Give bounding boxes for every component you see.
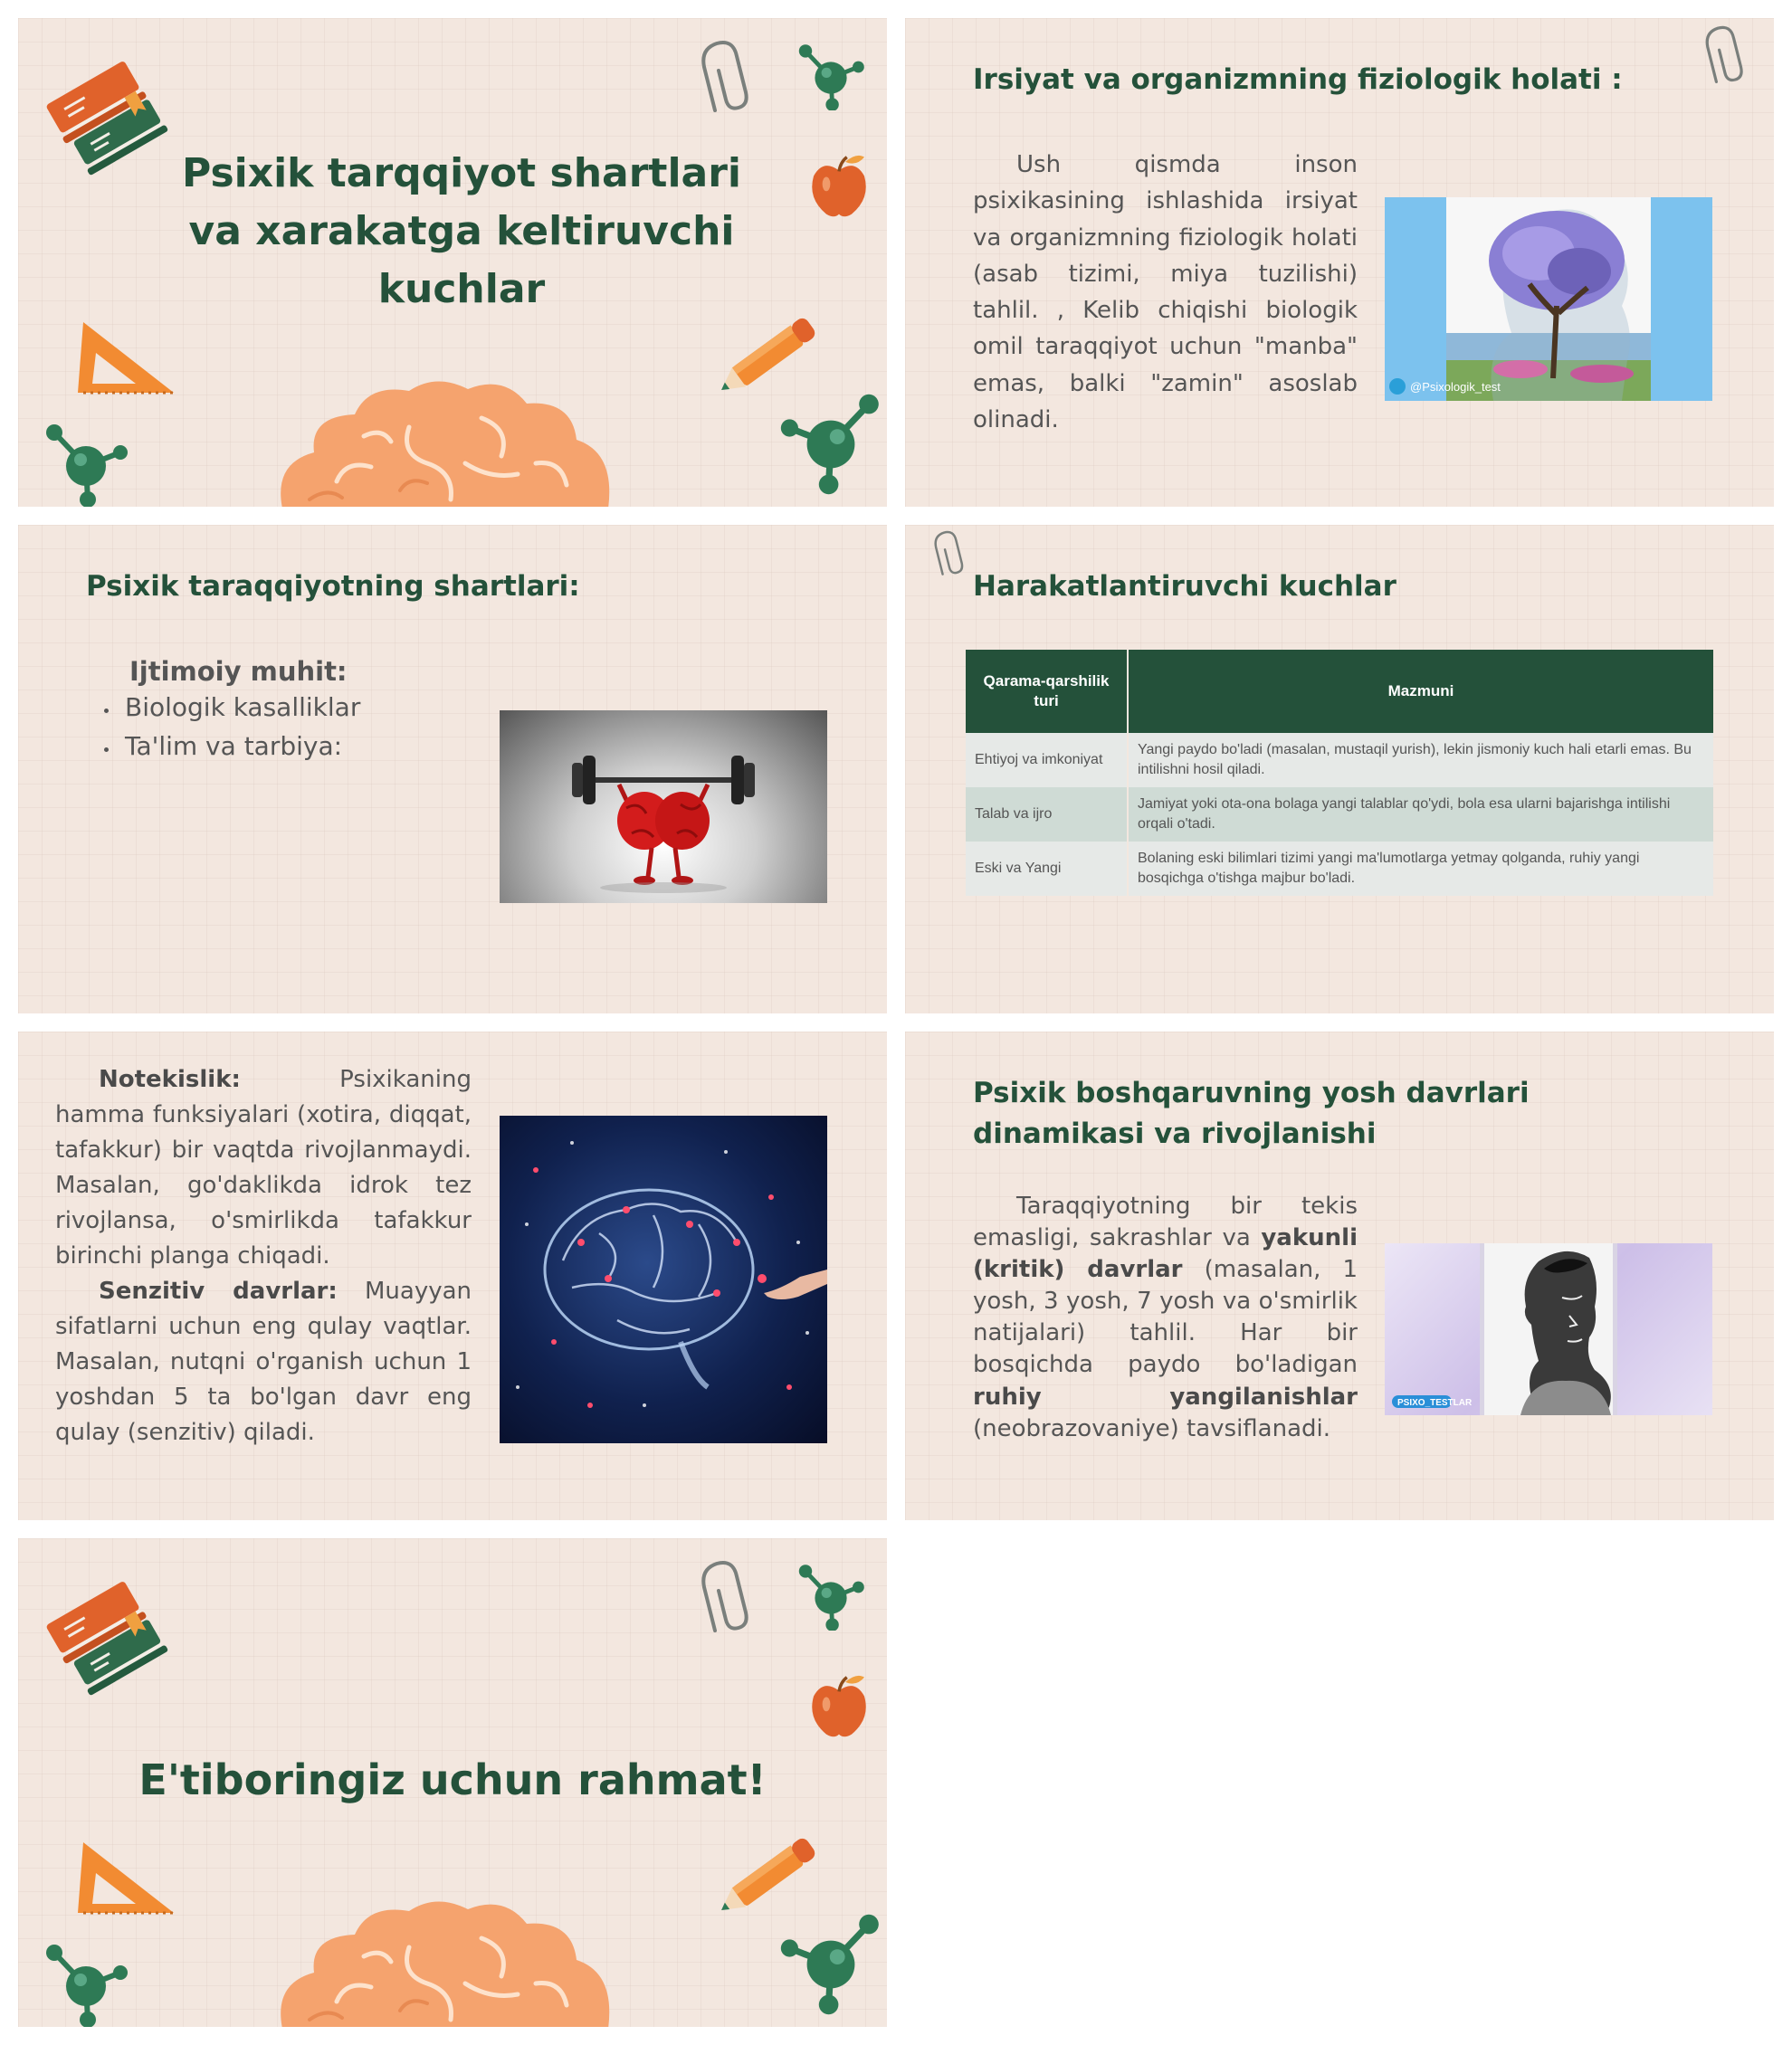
- molecule-icon: [777, 380, 885, 498]
- books-icon: [43, 42, 170, 186]
- paperclip-icon: [927, 525, 972, 581]
- slide-conditions: [18, 525, 887, 1013]
- slide-title: [18, 18, 887, 507]
- dynamics-paragraph: Taraqqiyotning bir tekis emasligi, sakrashlar va yakunli (kritik) davrlar (masalan, 1 yosh, 3 yosh, 7 yosh va o'smirlik natijalari) tahlil. Har bir bosqichda paydo bo'ladigan ruhiy yangilanishlar (neobrazovaniye) tavsiflanadi.: [973, 1193, 1358, 1442]
- table-cell: Ehtiyoj va imkoniyat: [966, 733, 1128, 787]
- apple-icon: [807, 1670, 871, 1743]
- slide-heading: Irsiyat va organizmning fiziologik holati :: [973, 63, 1623, 96]
- list-item: • Biologik kasalliklar: [119, 688, 360, 727]
- table-header: Mazmuni: [1128, 650, 1713, 733]
- slide-heading: Psixik taraqqiyotning shartlari:: [86, 570, 580, 603]
- slide-forces: [905, 525, 1774, 1013]
- brain-illustration: [273, 373, 617, 507]
- slide-heading: Psixik boshqaruvning yosh davrlari dinamikasi va rivojlanishi: [973, 1077, 1530, 1150]
- table-cell: Yangi paydo bo'ladi (masalan, mustaqil yurish), lekin jismoniy kuch hali etarli emas. Bu intilishni hosil qiladi.: [1128, 733, 1713, 787]
- term-label: Notekislik:: [99, 1066, 241, 1093]
- table-header: Qarama-qarshilik turi: [966, 650, 1128, 733]
- digital-brain-image: [500, 1116, 827, 1443]
- paperclip-icon: [1700, 18, 1750, 90]
- molecule-icon: [795, 38, 867, 110]
- slide-heading: Harakatlantiruvchi kuchlar: [973, 570, 1396, 603]
- table-cell: Eski va Yangi: [966, 842, 1128, 896]
- table-cell: Jamiyat yoki ota-ona bolaga yangi talablar qo'ydi, bola esa ularni bajarishga intilishi orqali o'tadi.: [1128, 787, 1713, 842]
- apple-icon: [807, 150, 871, 223]
- image-caption: PSIXO_TESTLAR: [1397, 1398, 1473, 1408]
- image-caption: @Psixologik_test: [1410, 380, 1501, 394]
- ruler-triangle-icon: [65, 1826, 183, 1926]
- slide-unevenness: [18, 1032, 887, 1520]
- page-title: Psixik tarqqiyot shartlari va xarakatga keltiruvchi kuchlar: [181, 150, 742, 312]
- brain-weightlifting-image: [500, 710, 827, 903]
- table-row: [966, 733, 1713, 787]
- brain-tree-image: [1385, 197, 1712, 401]
- table-cell: Bolaning eski bilimlari tizimi yangi ma'lumotlarga yetmay qolganda, ruhiy yangi bosqichga o'tishga majbur bo'ladi.: [1128, 842, 1713, 896]
- thanks-title: E'tiboringiz uchun rahmat!: [138, 1755, 767, 1804]
- books-icon: [43, 1562, 170, 1707]
- conditions-list: [100, 688, 360, 766]
- paperclip-icon: [699, 31, 753, 121]
- slide-thanks: [18, 1538, 887, 2027]
- molecule-icon: [795, 1558, 867, 1631]
- ruler-triangle-icon: [65, 306, 183, 405]
- slide-dynamics: [905, 1032, 1774, 1520]
- list-subheading: Ijtimoiy muhit:: [129, 656, 348, 687]
- forces-table: [966, 650, 1713, 896]
- molecule-icon: [777, 1900, 885, 2018]
- molecule-icon: [36, 1936, 136, 2027]
- paperclip-icon: [699, 1551, 753, 1641]
- list-item: • Ta'lim va tarbiya:: [119, 727, 360, 766]
- molecule-icon: [36, 416, 136, 507]
- term-label: Senzitiv davrlar:: [99, 1278, 338, 1305]
- unevenness-paragraph: Notekislik: Psixikaning hamma funksiyalari (xotira, diqqat, tafakkur) bir vaqtda rivojlanmaydi. Masalan, go'daklikda idrok tez rivojlansa, o'smirlikda tafakkur birinchi planga chiqadi. Senzitiv davrlar: Muayyan sifatlarni uchun eng qulay vaqtlar. Masalan, nutqni o'rganish uchun 1 yoshdan 5 ta bo'lgan davr eng qulay (senzitiv) qiladi.: [55, 1066, 472, 1446]
- table-row: [966, 842, 1713, 896]
- brain-illustration: [273, 1893, 617, 2027]
- slide-heredity: [905, 18, 1774, 507]
- optical-illusion-image: [1385, 1243, 1712, 1415]
- heredity-paragraph: Ush qismda inson psixikasining ishlashida irsiyat va organizmning fiziologik holati (asab tizimi, miya tuzilishi) tahlil. , Kelib chiqishi biologik omil taraqqiyot uchun "manba" emas, balki "zamin" asoslab olinadi.: [973, 151, 1358, 434]
- table-cell: Talab va ijro: [966, 787, 1128, 842]
- table-row: [966, 787, 1713, 842]
